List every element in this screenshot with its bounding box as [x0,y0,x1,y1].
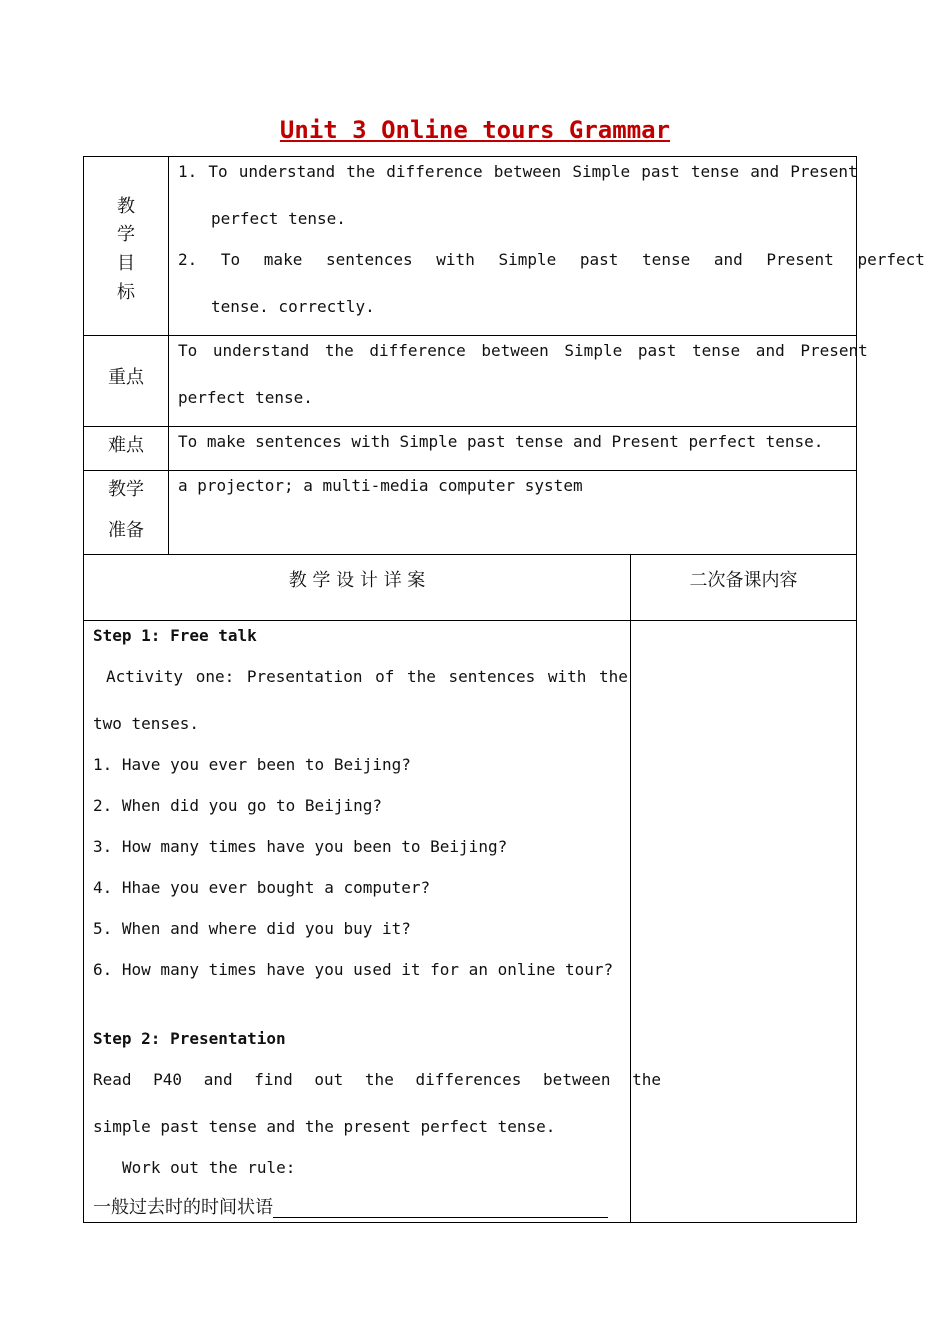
preparation-label-line-2: 准备 [108,520,144,541]
question-item: 5. When and where did you buy it? [93,919,411,938]
activity-line-1: Activity one: Presentation of the sentences with the [106,667,628,686]
rule-prompt: Work out the rule: [122,1158,296,1177]
key-point-label: 重点 [108,367,144,388]
row-divider [83,620,857,621]
lesson-plan-table [83,156,857,1223]
difficulty-label: 难点 [108,435,144,456]
read-line-2: simple past tense and the present perfect tense. [93,1117,556,1136]
design-header-left: 教 学 设 计 详 案 [288,570,426,591]
question-item: 3. How many times have you been to Beijing? [93,837,508,856]
key-point-line-1: To understand the difference between Simple past tense and Present [178,341,868,360]
row-divider [83,426,857,427]
page-title: Unit 3 Online tours Grammar [279,116,671,144]
objectives-label-char: 教 [117,196,135,217]
difficulty-text: To make sentences with Simple past tense and Present perfect tense. [178,432,824,451]
objectives-label-char: 学 [117,224,135,245]
label-column-divider [168,156,169,555]
preparation-label-line-1: 教学 [108,479,144,500]
row-divider [83,470,857,471]
objective-2-line-1: 2. To make sentences with Simple past tense and Present perfect [178,250,925,269]
question-item: 2. When did you go to Beijing? [93,796,382,815]
row-divider [83,554,857,555]
activity-line-2: two tenses. [93,714,199,733]
design-header-right: 二次备课内容 [689,570,798,591]
objective-1-line-1: 1. To understand the difference between Simple past tense and Present [178,162,858,181]
step-1-title: Step 1: Free talk [93,626,257,645]
notes-column-divider [630,554,631,1223]
key-point-line-2: perfect tense. [178,388,313,407]
preparation-text: a projector; a multi-media computer system [178,476,583,495]
question-item: 4. Hhae you ever bought a computer? [93,878,431,897]
objective-2-line-2: tense. correctly. [211,297,375,316]
question-item: 1. Have you ever been to Beijing? [93,755,411,774]
row-divider [83,335,857,336]
objectives-label-char: 标 [117,282,135,303]
fill-in-blank [273,1201,608,1218]
objectives-label-char: 目 [117,253,135,274]
objective-1-line-2: perfect tense. [211,209,346,228]
question-item: 6. How many times have you used it for an online tour? [93,960,614,979]
time-adverbial-row [93,1198,608,1218]
read-line-1: Read P40 and find out the differences between the [93,1070,662,1089]
step-2-title: Step 2: Presentation [93,1029,286,1048]
time-adverbial-label: 一般过去时的时间状语 [93,1197,273,1218]
